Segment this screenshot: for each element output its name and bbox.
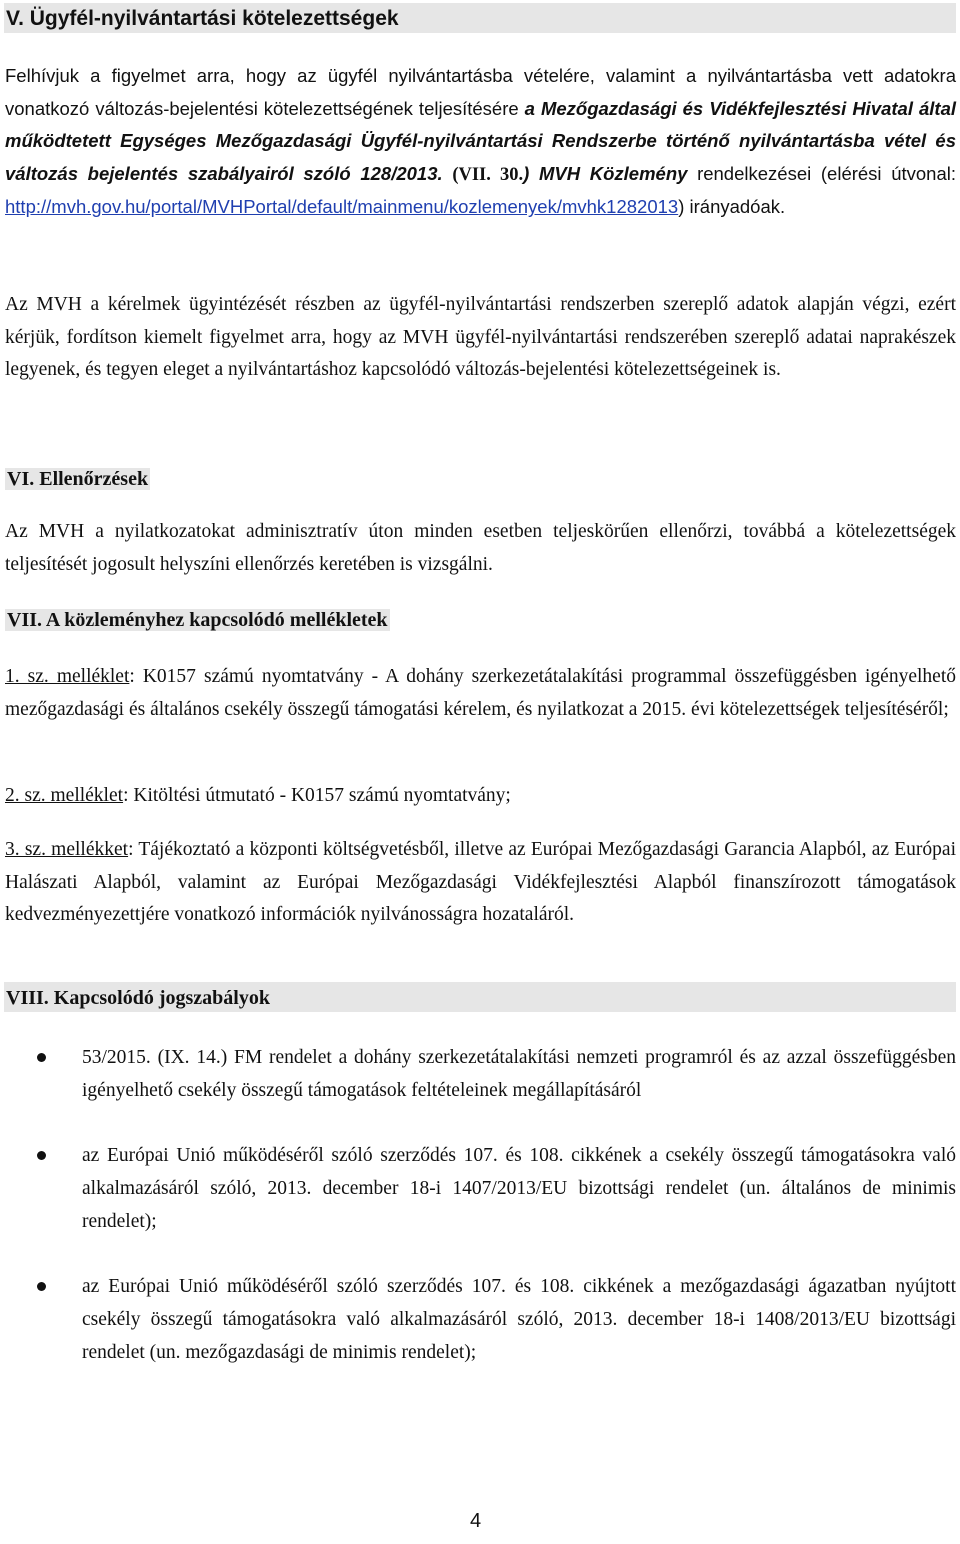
section-heading-vi-text: VI. Ellenőrzések xyxy=(7,468,149,490)
section-heading-viii: VIII. Kapcsolódó jogszabályok xyxy=(4,982,956,1012)
bullet-icon xyxy=(37,1282,46,1291)
list-item xyxy=(5,1041,956,1107)
annex-2-text: : Kitöltési útmutató - K0157 számú nyomtatvány; xyxy=(123,785,511,806)
p1-plain-2: rendelkezései (elérési útvonal: xyxy=(687,162,956,184)
annex-1-label: 1. sz. melléklet xyxy=(5,666,130,687)
annex-3-text: : Tájékoztató a központi költségvetésből, illetve az Európai Mezőgazdasági Garancia Alapból, az Európai Halászati Alapból, valamint az Európai Mezőgazdasági Vidékfejlesztési Alapból finanszírozott támogatások kedvezményezettjére vonatkozó információk nyilvánosságra hozataláról. xyxy=(5,839,956,926)
p1-plain-1: Felhívjuk a figyelmet arra, hogy az ügyfél nyilvántartásba vételére, valamint a nyilvántartásba vett adatokra vonatkozó változás-bejelentési kötelezettségének teljesítésére xyxy=(5,65,956,119)
mvh-link[interactable]: http://mvh.gov.hu/portal/MVHPortal/default/mainmenu/kozlemenyek/mvhk1282013 xyxy=(5,196,679,218)
annex-3-label: 3. sz. mellékket xyxy=(5,839,129,860)
p1-plain-3: ) irányadóak. xyxy=(678,196,786,218)
section-v-paragraph-1 xyxy=(5,60,956,224)
regulation-list xyxy=(5,1041,956,1369)
section-v-paragraph-2: Az MVH a kérelmek ügyintézését részben az ügyfél-nyilvántartási rendszerben szereplő adatok alapján végzi, ezért kérjük, fordítson kiemelt figyelmet arra, hogy az MVH ügyfél-nyilvántartási rendszerében szereplő adatai naprakészek legyenek, és tegyen eleget a nyilvántartáshoz kapcsolódó változás-bejelentési kötelezettségeinek is. xyxy=(5,294,956,381)
annex-2 xyxy=(5,780,956,813)
section-heading-vii xyxy=(5,605,390,635)
p1-emphasis-2: ) MVH Közlemény xyxy=(523,162,688,184)
list-item xyxy=(5,1139,956,1238)
list-item-text: az Európai Unió működéséről szóló szerződés 107. és 108. cikkének a mezőgazdasági ágazatban nyújtott csekély összegű támogatásokra való alkalmazásáról szóló, 2013. december 18-i 1408/2013/EU bizottsági rendelet (un. mezőgazdasági de minimis rendelet); xyxy=(82,1276,956,1363)
list-item xyxy=(5,1270,956,1369)
list-item-text: az Európai Unió működéséről szóló szerződés 107. és 108. cikkének a csekély összegű támogatásokra való alkalmazásáról szóló, 2013. december 18-i 1407/2013/EU bizottsági rendelet (un. általános de minimis rendelet); xyxy=(82,1145,956,1232)
annex-1 xyxy=(5,661,956,726)
p1-emphasis: a Mezőgazdasági és Vidékfejlesztési Hivatal által működtetett Egységes Mezőgazdasági Ügyfél-nyilvántartási Rendszerbe történő nyilvántartásba vétel és változás bejelentés szabályairól szóló 128/2013. xyxy=(5,97,956,184)
bullet-icon xyxy=(37,1151,46,1160)
annex-3 xyxy=(5,834,956,932)
annex-1-text: : K0157 számú nyomtatvány - A dohány szerkezetátalakítási programmal összefüggésben igényelhető mezőgazdasági és általános csekély összegű támogatási kérelem, és nyilatkozat a 2015. évi kötelezettségek teljesítéséről; xyxy=(5,666,956,720)
page-number: 4 xyxy=(470,1510,482,1532)
section-heading-v: V. Ügyfél-nyilvántartási kötelezettségek xyxy=(4,3,956,33)
section-heading-vi xyxy=(5,464,150,494)
section-vi-paragraph: Az MVH a nyilatkozatokat adminisztratív úton minden esetben teljeskörűen ellenőrzi, továbbá a kötelezettségek teljesítését jogosult helyszíni ellenőrzés keretében is vizsgálni. xyxy=(5,521,956,575)
list-item-text: 53/2015. (IX. 14.) FM rendelet a dohány szerkezetátalakítási nemzeti programról és az azzal összefüggésben igényelhető csekély összegű támogatások feltételeinek megállapításáról xyxy=(82,1047,956,1101)
annex-2-label: 2. sz. melléklet xyxy=(5,785,124,806)
bullet-icon xyxy=(37,1053,46,1062)
p1-bold: (VII. 30. xyxy=(452,164,524,185)
section-heading-vii-text: VII. A közleményhez kapcsolódó mellékletek xyxy=(7,609,388,631)
